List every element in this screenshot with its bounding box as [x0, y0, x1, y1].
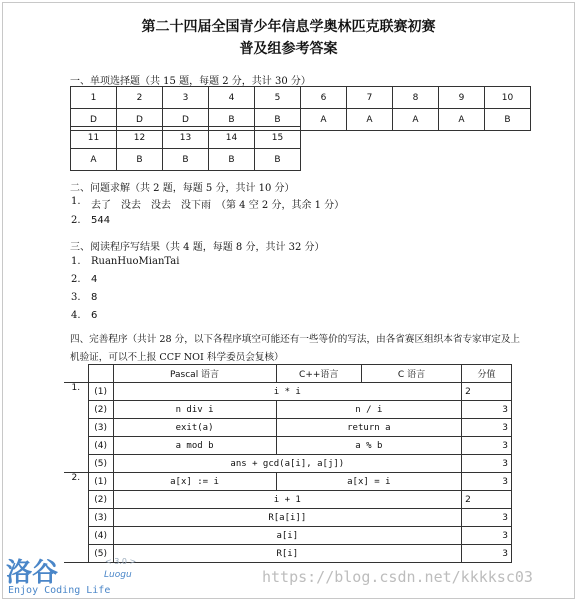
- table-cell: 1: [71, 87, 117, 109]
- table-cell: B: [163, 149, 209, 171]
- table-cell: 13: [163, 127, 209, 149]
- table-cell: A: [347, 109, 393, 131]
- table-cell: A: [71, 149, 117, 171]
- sub-label: (1): [88, 383, 113, 401]
- table-row: [64, 455, 512, 473]
- table-cell: B: [117, 149, 163, 171]
- table-cell: 8: [393, 87, 439, 109]
- list-item-number: 1.: [71, 196, 81, 207]
- question-label: 2.: [64, 473, 88, 563]
- col-header-score: 分值: [462, 365, 512, 383]
- sub-label: (5): [88, 545, 113, 563]
- answer-cell-pascal: a[x] := i: [113, 473, 276, 491]
- sub-label: (5): [88, 455, 113, 473]
- answer-cell: R[i]: [113, 545, 462, 563]
- score-cell: 3: [462, 473, 512, 491]
- list-item: 8: [91, 292, 98, 303]
- score-cell: 3: [462, 545, 512, 563]
- table-cell: 2: [117, 87, 163, 109]
- sub-label: (2): [88, 401, 113, 419]
- answer-cell: a[i]: [113, 527, 462, 545]
- table-header-row: [64, 365, 512, 383]
- table-row: [64, 473, 512, 491]
- answer-cell: i * i: [113, 383, 462, 401]
- answer-cell: ans + gcd(a[i], a[j]): [113, 455, 462, 473]
- answer-table-mcq: [70, 86, 531, 131]
- score-cell: 3: [462, 401, 512, 419]
- list-item-number: 4.: [71, 310, 81, 321]
- score-cell: 2: [462, 491, 512, 509]
- table-row: [64, 527, 512, 545]
- table-row: [71, 87, 531, 109]
- answer-cell-c: n / i: [276, 401, 462, 419]
- score-cell: 3: [462, 509, 512, 527]
- list-item-number: 1.: [71, 256, 81, 267]
- table-cell: 10: [485, 87, 531, 109]
- blog-url-watermark: https://blog.csdn.net/kkkksc03: [262, 568, 533, 586]
- sub-label: (4): [88, 437, 113, 455]
- table-row: [64, 491, 512, 509]
- table-cell: 14: [209, 127, 255, 149]
- answer-cell-pascal: n div i: [113, 401, 276, 419]
- table-cell: D: [163, 109, 209, 131]
- table-cell: D: [71, 109, 117, 131]
- answer-cell: R[a[i]]: [113, 509, 462, 527]
- table-cell: 12: [117, 127, 163, 149]
- list-item: RuanHuoMianTai: [91, 256, 180, 267]
- answer-cell-pascal: exit(a): [113, 419, 276, 437]
- luogu-logo: 洛谷: [6, 558, 59, 588]
- list-item: 6: [91, 310, 98, 321]
- table-cell: B: [209, 149, 255, 171]
- table-cell: A: [393, 109, 439, 131]
- table-cell: 6: [301, 87, 347, 109]
- answer-cell: i + 1: [113, 491, 462, 509]
- answer-table-programs: [64, 364, 512, 563]
- list-item-number: 2.: [71, 274, 81, 285]
- table-cell: B: [209, 109, 255, 131]
- table-cell: 5: [255, 87, 301, 109]
- question-label: 1.: [64, 383, 88, 473]
- table-row: [71, 149, 301, 171]
- col-header-pascal: Pascal 语言: [113, 365, 276, 383]
- table-cell: B: [255, 149, 301, 171]
- score-cell: 3: [462, 419, 512, 437]
- col-header-cpp: C++语言: [276, 365, 361, 383]
- table-cell: A: [301, 109, 347, 131]
- list-item-number: 3.: [71, 292, 81, 303]
- sub-label: (2): [88, 491, 113, 509]
- luogu-tagline: Enjoy Coding Life: [8, 585, 111, 596]
- section2-heading: 二、问题求解（共 2 题，每题 5 分，共计 10 分）: [70, 183, 295, 194]
- score-cell: 3: [462, 437, 512, 455]
- table-row: [64, 509, 512, 527]
- answer-cell-pascal: a mod b: [113, 437, 276, 455]
- answer-cell-c: a % b: [276, 437, 462, 455]
- answer-table-mcq-2: [70, 126, 301, 171]
- section4-heading: 四、完善程序（共计 28 分，以下各程序填空可能还有一些等价的写法，由各省赛区组织本省专家审定及上: [70, 334, 521, 345]
- section3-heading: 三、阅读程序写结果（共 4 题，每题 8 分，共计 32 分）: [70, 242, 325, 253]
- score-cell: 3: [462, 455, 512, 473]
- document-title: 第二十四届全国青少年信息学奥林匹克联赛初赛: [141, 19, 436, 35]
- table-cell: 4: [209, 87, 255, 109]
- luogu-version: < 3.0 >: [105, 557, 137, 566]
- section1-heading: 一、单项选择题（共 15 题，每题 2 分，共计 30 分）: [70, 76, 311, 87]
- table-cell: 11: [71, 127, 117, 149]
- table-row: [64, 401, 512, 419]
- list-item: 544: [91, 215, 111, 226]
- table-cell: 15: [255, 127, 301, 149]
- table-cell: B: [255, 109, 301, 131]
- score-cell: 3: [462, 527, 512, 545]
- section4-heading-cont: 机验证，可以不上报 CCF NOI 科学委员会复核）: [70, 352, 284, 363]
- table-row: [64, 437, 512, 455]
- list-item: 去了 没去 没去 没下雨 （第 4 空 2 分，其余 1 分）: [91, 200, 345, 211]
- answer-cell-c: return a: [276, 419, 462, 437]
- table-cell: A: [439, 109, 485, 131]
- document-subtitle: 普及组参考答案: [239, 41, 338, 57]
- answer-cell-c: a[x] = i: [276, 473, 462, 491]
- list-item-number: 2.: [71, 215, 81, 226]
- table-row: [64, 419, 512, 437]
- luogu-wordmark: Luogu: [104, 570, 132, 580]
- table-cell: D: [117, 109, 163, 131]
- table-row: [64, 383, 512, 401]
- table-cell: 9: [439, 87, 485, 109]
- sub-label: (3): [88, 509, 113, 527]
- table-cell: B: [485, 109, 531, 131]
- sub-label: (4): [88, 527, 113, 545]
- list-item: 4: [91, 274, 98, 285]
- score-cell: 2: [462, 383, 512, 401]
- table-cell: 3: [163, 87, 209, 109]
- table-cell: 7: [347, 87, 393, 109]
- sub-label: (1): [88, 473, 113, 491]
- col-header-c: C 语言: [361, 365, 461, 383]
- sub-label: (3): [88, 419, 113, 437]
- table-row: [71, 127, 301, 149]
